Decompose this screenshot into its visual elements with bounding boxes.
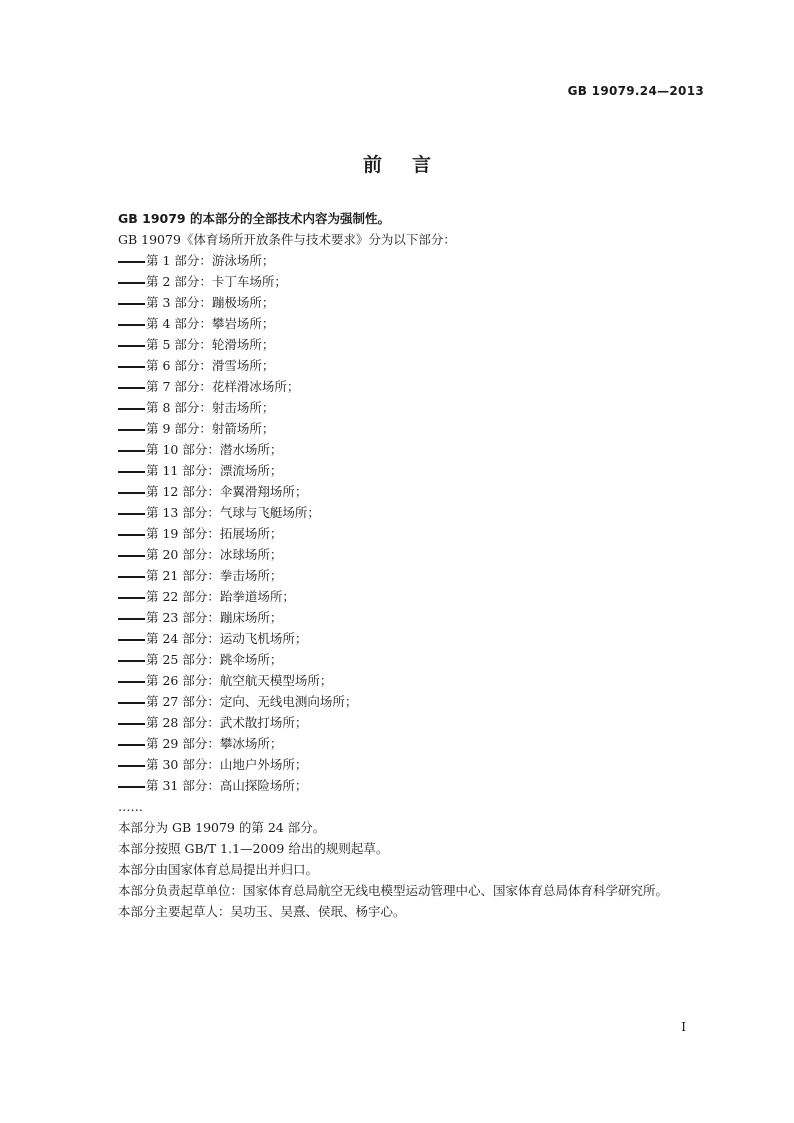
list-item: 第 30 部分：山地户外场所； [90,754,707,775]
em-dash-mark [118,618,145,620]
list-item: 第 27 部分：定向、无线电测向场所； [90,691,707,712]
em-dash-mark [118,303,145,305]
list-item: 第 26 部分：航空航天模型场所； [90,670,707,691]
em-dash-mark [118,282,145,284]
list-item: 第 8 部分：射击场所； [90,397,707,418]
list-item: 第 31 部分：高山探险场所； [90,775,707,796]
em-dash-mark [118,597,145,599]
em-dash-mark [118,555,145,557]
page-number: I [681,1020,686,1034]
list-item: 第 13 部分：气球与飞艇场所； [90,502,707,523]
em-dash-mark [118,534,145,536]
ellipsis: …… [118,799,143,814]
em-dash-mark [118,639,145,641]
list-item: 第 29 部分：攀冰场所； [90,733,707,754]
paragraph-proposer: 本部分由国家体育总局提出并归口。 [118,862,319,877]
list-item: 第 20 部分：冰球场所； [90,544,707,565]
em-dash-mark [118,723,145,725]
em-dash-mark [118,471,145,473]
parts-list [90,250,707,796]
list-item: 第 11 部分：漂流场所； [90,460,707,481]
foreword-content [90,208,707,922]
em-dash-mark [118,765,145,767]
list-item: 第 4 部分：攀岩场所； [90,313,707,334]
em-dash-mark [118,786,145,788]
em-dash-mark [118,513,145,515]
em-dash-mark [118,408,145,410]
list-item: 第 22 部分：跆拳道场所； [90,586,707,607]
em-dash-mark [118,660,145,662]
mandatory-statement: GB 19079 的本部分的全部技术内容为强制性。 [118,211,390,226]
em-dash-mark [118,429,145,431]
em-dash-mark [118,450,145,452]
paragraph-drafting-units: 本部分负责起草单位：国家体育总局航空无线电模型运动管理中心、国家体育总局体育科学研究所。 [118,883,669,898]
em-dash-mark [118,366,145,368]
em-dash-mark [118,324,145,326]
list-item: 第 23 部分：蹦床场所； [90,607,707,628]
list-item: 第 25 部分：跳伞场所； [90,649,707,670]
list-item: 第 5 部分：轮滑场所； [90,334,707,355]
list-item: 第 10 部分：潜水场所； [90,439,707,460]
list-item: 第 7 部分：花样滑冰场所； [90,376,707,397]
list-item: 第 9 部分：射箭场所； [90,418,707,439]
list-item: 第 12 部分：伞翼滑翔场所； [90,481,707,502]
em-dash-mark [118,387,145,389]
em-dash-mark [118,345,145,347]
list-item: 第 28 部分：武术散打场所； [90,712,707,733]
list-item: 第 19 部分：拓展场所； [90,523,707,544]
list-item: 第 24 部分：运动飞机场所； [90,628,707,649]
paragraph-part-number: 本部分为 GB 19079 的第 24 部分。 [118,820,326,835]
paragraph-drafters: 本部分主要起草人：吴功玉、吴熹、侯珉、杨宇心。 [118,904,406,919]
document-code: GB 19079.24—2013 [567,84,704,98]
paragraph-drafting-rules: 本部分按照 GB/T 1.1—2009 给出的规则起草。 [118,841,389,856]
em-dash-mark [118,681,145,683]
list-item: 第 1 部分：游泳场所； [90,250,707,271]
page-title: 前言 [362,154,461,176]
em-dash-mark [118,261,145,263]
list-item: 第 6 部分：滑雪场所； [90,355,707,376]
em-dash-mark [118,702,145,704]
em-dash-mark [118,576,145,578]
list-item: 第 2 部分：卡丁车场所； [90,271,707,292]
em-dash-mark [118,744,145,746]
em-dash-mark [118,492,145,494]
list-item: 第 21 部分：拳击场所； [90,565,707,586]
parts-intro: GB 19079《体育场所开放条件与技术要求》分为以下部分： [118,232,456,247]
list-item: 第 3 部分：蹦极场所； [90,292,707,313]
